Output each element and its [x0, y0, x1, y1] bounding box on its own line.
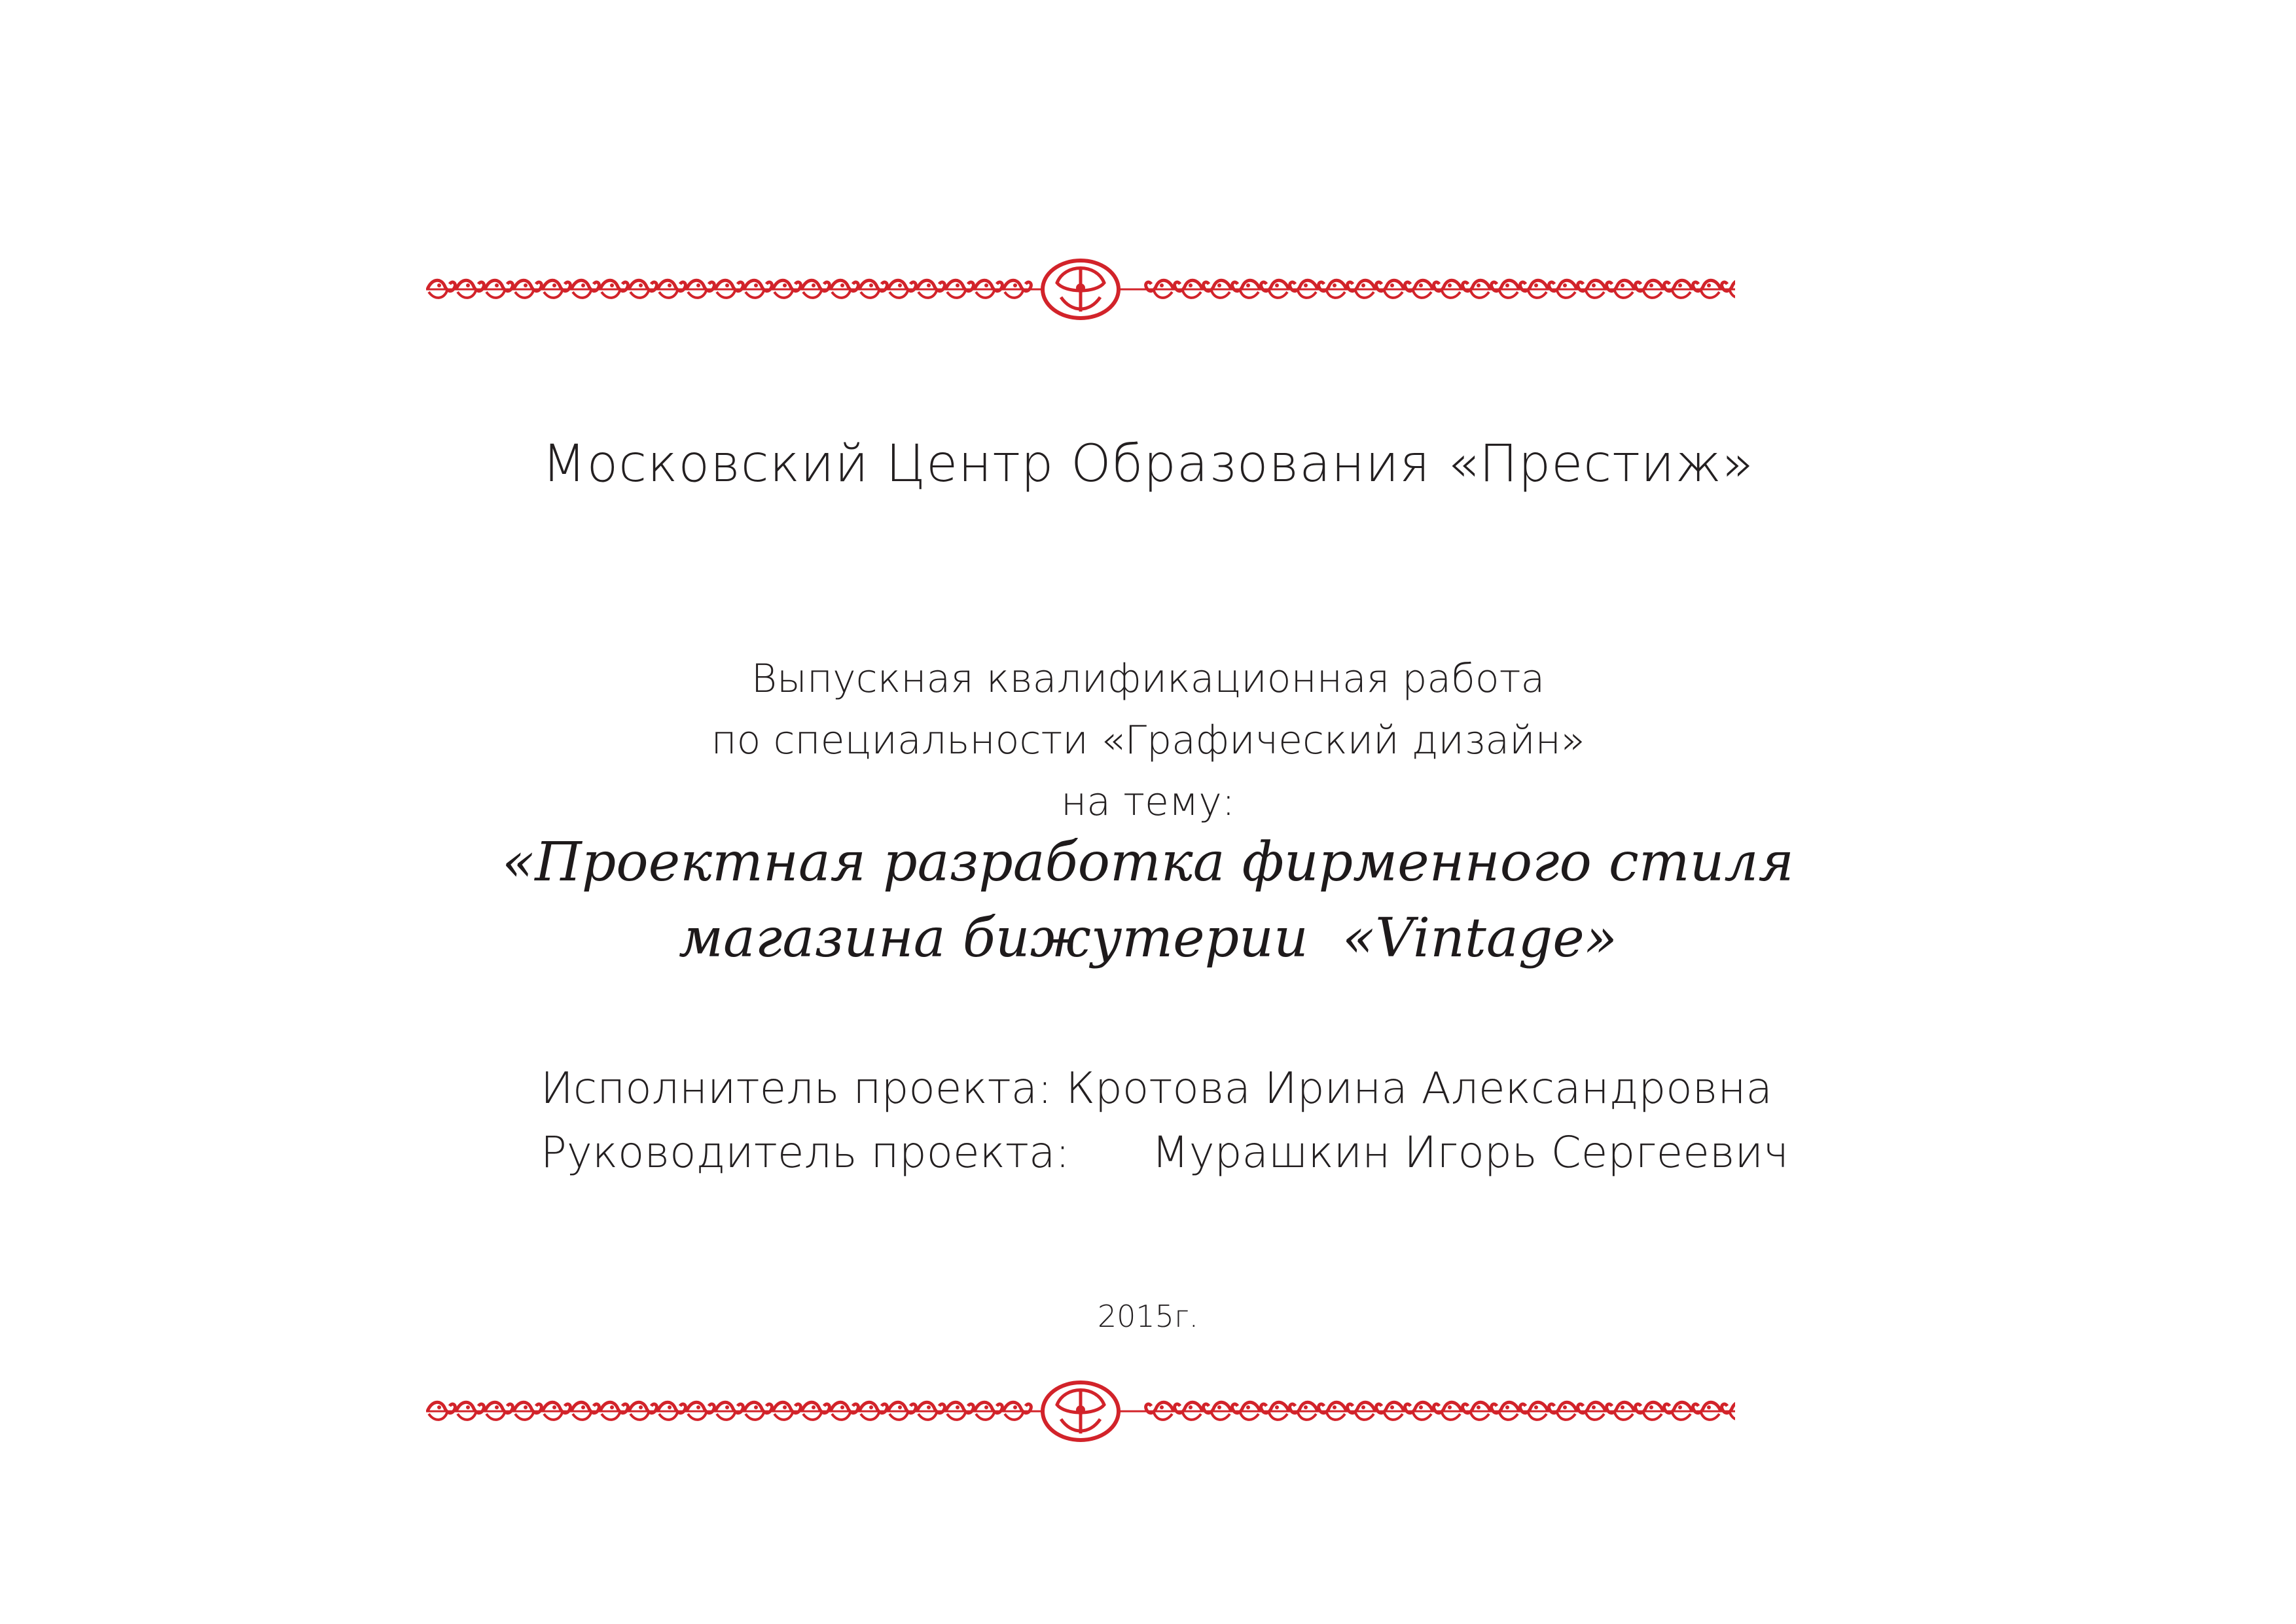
work-type-line2: по специальности «Графический дизайн»	[711, 717, 1585, 763]
year: 2015г.	[1097, 1299, 1199, 1334]
executor-name: Кротова Ирина Александровна	[1066, 1063, 1772, 1113]
institution-name: Московский Центр Образования «Престиж»	[542, 435, 1754, 494]
supervisor-row	[541, 1121, 1789, 1185]
thesis-topic	[0, 825, 2296, 977]
work-type-line1: Выпускная квалификационная работа	[751, 656, 1545, 702]
ornament-svg	[426, 257, 1735, 322]
supervisor-label: Руководитель проекта:	[541, 1127, 1070, 1178]
topic-line2: магазина бижутерии «Vintage»	[679, 907, 1617, 969]
top-ornament-border-icon	[426, 257, 1735, 322]
executor-row	[541, 1056, 1789, 1121]
work-type-line3: на тему:	[1061, 779, 1235, 825]
project-credits	[541, 1056, 1789, 1185]
bottom-ornament-border-icon	[426, 1379, 1735, 1444]
topic-line1: «Проектная разработка фирменного стиля	[502, 831, 1794, 893]
executor-label: Исполнитель проекта:	[541, 1063, 1052, 1113]
supervisor-name: Мурашкин Игорь Сергеевич	[1151, 1127, 1789, 1178]
ornament-svg	[426, 1379, 1735, 1444]
work-type	[0, 648, 2296, 833]
